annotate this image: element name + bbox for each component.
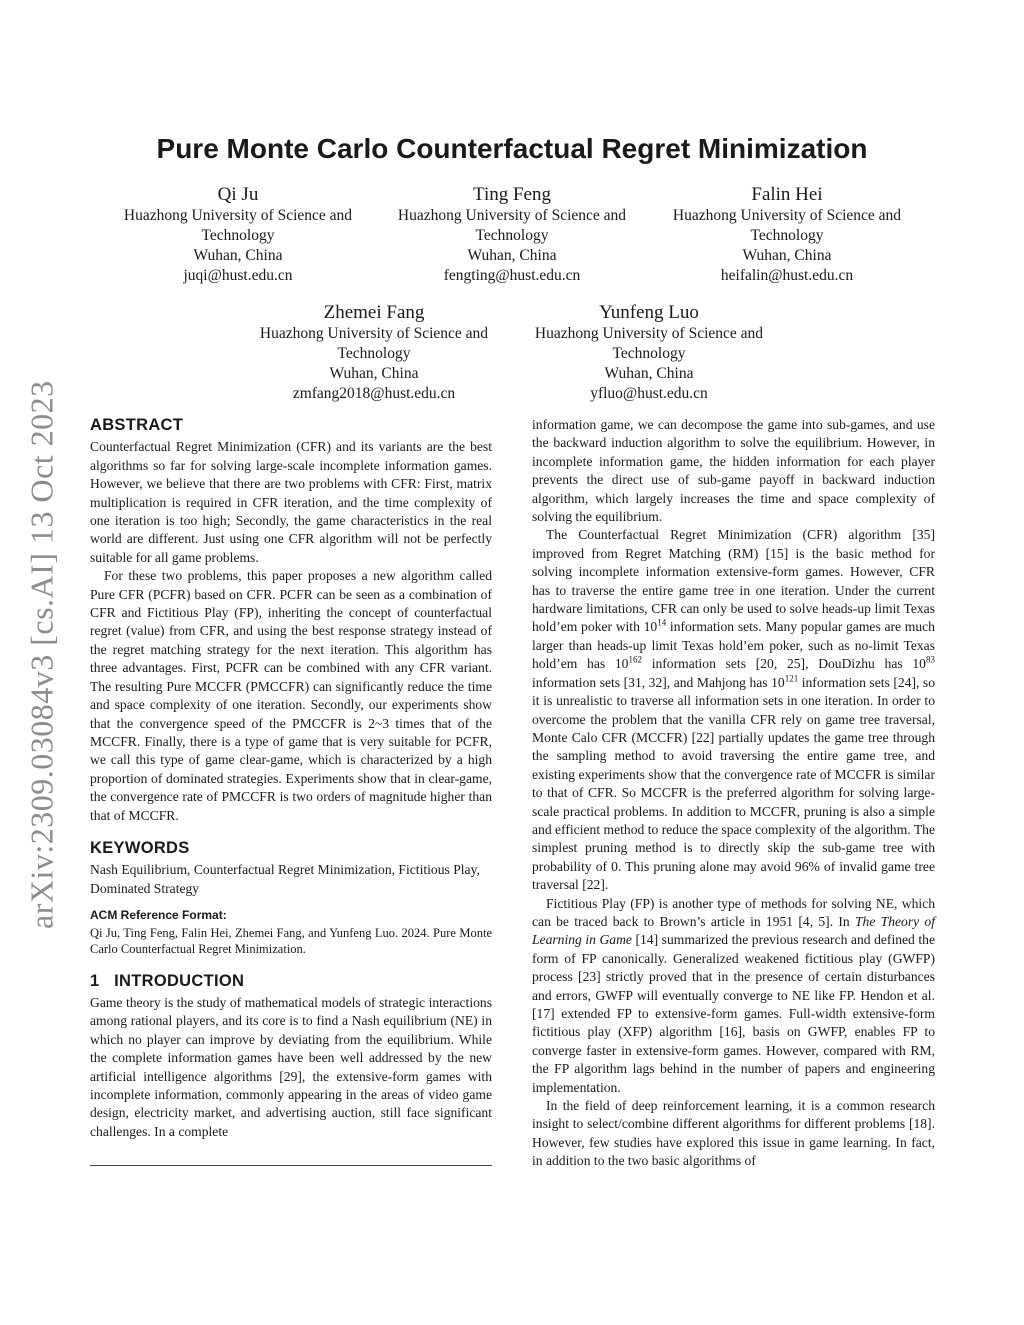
body-paragraph: In the field of deep reinforcement learning, it is a common research insight to select/combine different algorithms for different problems [18]. However, few studies have explored this issue in game learning. In fact, in addition to the two basic algorithms of: [532, 1098, 935, 1169]
abstract-paragraph: Counterfactual Regret Minimization (CFR) and its variants are the best algorithms so far for solving large-scale incomplete information games. However, we believe that there are two problems with CFR: First, matrix multiplication is required in CFR iteration, and the time complexity of one iteration is too high; Secondly, the game characteristics in the real world are different. Just using one CFR algorithm will not be perfectly suitable for all game problems.: [90, 439, 492, 565]
author-email: yfluo@hust.edu.cn: [590, 385, 708, 402]
author-affiliation: Huazhong University of Science and: [123, 207, 353, 224]
author-city: Wuhan, China: [329, 365, 419, 382]
author-affiliation: Huazhong University of Science and: [259, 325, 489, 342]
author-name: Yunfeng Luo: [599, 302, 699, 323]
author-block: [519, 302, 779, 404]
author-affiliation: Technology: [612, 345, 686, 362]
column-footer-rule: [90, 1165, 492, 1166]
author-block: [382, 184, 642, 286]
author-city: Wuhan, China: [467, 247, 557, 264]
author-name: Zhemei Fang: [323, 302, 425, 323]
author-affiliation: Technology: [201, 227, 275, 244]
abstract-paragraph: For these two problems, this paper proposes a new algorithm called Pure CFR (PCFR) based on CFR. PCFR can be seen as a combination of CFR and Fictitious Play (FP), inheriting the concept of counterfactual regret (value) from CFR, and using the best response strategy instead of the regret matching strategy for the next iteration. This algorithm has three advantages. First, PCFR can be combined with any CFR variant. The resulting Pure MCCFR (PMCCFR) can significantly reduce the time and space complexity of one iteration. Secondly, our experiments show that the convergence speed of the PMCCFR is 2~3 times that of the MCCFR. Finally, there is a type of game that is very suitable for PCFR, we call this type of game clear-game, which is characterized by a high proportion of dominated strategies. Experiments show that in clear-game, the convergence rate of PMCCFR is two orders of magnitude higher than that of MCCFR.: [90, 568, 492, 823]
author-affiliation: Huazhong University of Science and: [397, 207, 627, 224]
introduction-paragraph: Game theory is the study of mathematical models of strategic interactions among rational players, and its core is to find a Nash equilibrium (NE) in which no player can improve by deviating from the equilibrium. While the complete information games have been well addressed by the new artificial intelligence algorithms [29], the extensive-form games with incomplete information, commonly appearing in the areas of video game design, electricity market, and advertising auction, still face significant challenges. In a complete: [90, 994, 492, 1139]
author-affiliation: Technology: [750, 227, 824, 244]
body-paragraph: The Counterfactual Regret Minimization (CFR) algorithm [35] improved from Regret Matching (RM) [15] is the basic method for solving incomplete information extensive-form games. However, CFR has to traverse the entire game tree in one iteration. Under the current hardware limitations, CFR can only be used to solve heads-up limit Texas hold’em poker with $10^{14}$ information sets. Many popular games are much larger than heads-up limit Texas hold’em poker, such as no-limit Texas hold’em has $10^{162}$ information sets [20, 25], DouDizhu has $10^{83}$ information sets [31, 32], and Mahjong has $10^{121}$ information sets [24], so it is unrealistic to traverse all information sets in one iteration. In order to overcome the problem that the vanilla CFR rely on game tree traversal, Monte Calo CFR (MCCFR) [22] partially updates the game tree through the sampling method to avoid traversing the entire game tree, and existing experiments show that the convergence rate of MCCFR is similar to that of CFR. So MCCFR is the preferred algorithm for solving large-scale practical problems. In addition to MCCFR, pruning is also a simple and efficient method to reduce the space complexity of the algorithm. The simplest pruning method is to directly skip the sub-game tree with probability of 0. This pruning alone may avoid 96% of invalid game tree traversal [22].: [532, 527, 935, 893]
right-column: [532, 416, 935, 1171]
paper-title: Pure Monte Carlo Counterfactual Regret Minimization: [156, 133, 868, 164]
introduction-heading: 1 INTRODUCTION: [90, 971, 245, 990]
author-email: heifalin@hust.edu.cn: [720, 267, 854, 284]
author-email: zmfang2018@hust.edu.cn: [292, 385, 456, 402]
left-column: [90, 416, 492, 1141]
author-city: Wuhan, China: [193, 247, 283, 264]
arxiv-side-stamp: arXiv:2309.03084v3 [cs.AI] 13 Oct 2023: [23, 380, 60, 930]
author-city: Wuhan, China: [604, 365, 694, 382]
author-name: Ting Feng: [473, 184, 551, 205]
author-affiliation: Huazhong University of Science and: [672, 207, 902, 224]
author-email: juqi@hust.edu.cn: [183, 267, 293, 284]
keywords-text: Nash Equilibrium, Counterfactual Regret Minimization, Fictitious Play, Dominated Strategy: [90, 862, 480, 896]
author-affiliation: Huazhong University of Science and: [534, 325, 764, 342]
body-paragraph: information game, we can decompose the game into sub-games, and use the backward induction algorithm to solve the equilibrium. However, in incomplete information game, the hidden information for each player prevents the direct use of sub-game payoff in backward induction algorithm, which largely increases the time and space complexity of solving the equilibrium.: [532, 417, 935, 525]
author-block: [244, 302, 504, 404]
author-name: Falin Hei: [751, 184, 823, 205]
acm-reference-heading: ACM Reference Format:: [90, 908, 227, 923]
abstract-heading: ABSTRACT: [90, 416, 184, 434]
author-block: [657, 184, 917, 286]
acm-reference-text: Qi Ju, Ting Feng, Falin Hei, Zhemei Fang, and Yunfeng Luo. 2024. Pure Monte Carlo Counterfactual Regret Minimization.: [90, 925, 492, 957]
author-name: Qi Ju: [217, 184, 259, 205]
author-email: fengting@hust.edu.cn: [443, 267, 581, 284]
keywords-heading: KEYWORDS: [90, 838, 190, 857]
author-block: [108, 184, 368, 286]
author-affiliation: Technology: [337, 345, 411, 362]
body-paragraph: Fictitious Play (FP) is another type of methods for solving NE, which can be traced back to Brown’s article in 1951 [4, 5]. In The Theory of Learning in Game [14] summarized the previous research and defined the form of FP canonically. Generalized weakened fictitious play (GWFP) process [23] strictly proved that in the presence of certain disturbances and errors, GWFP will eventually converge to NE like FP. Hendon et al. [17] extended FP to extensive-form games. Full-width extensive-form fictitious play (XFP) algorithm [16], basis on GWFP, enables FP to converge faster in extensive-form games. However, compared with RM, the FP algorithm lags behind in the number of papers and engineering implementation.: [532, 895, 935, 1095]
author-affiliation: Technology: [475, 227, 549, 244]
author-city: Wuhan, China: [742, 247, 832, 264]
